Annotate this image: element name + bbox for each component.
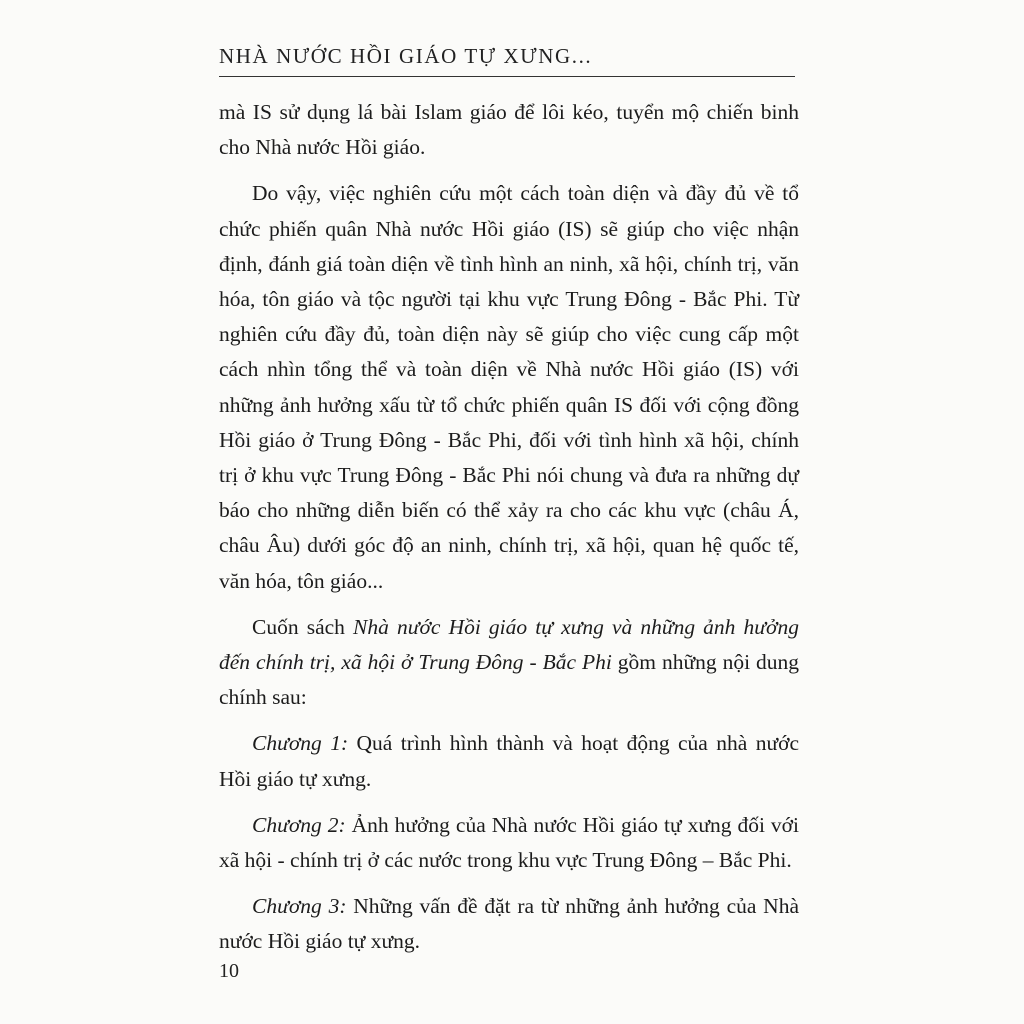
- paragraph-research: Do vậy, việc nghiên cứu một cách toàn diện và đầy đủ về tổ chức phiến quân Nhà nước Hồi giáo (IS) sẽ giúp cho việc nhận định, đánh giá toàn diện về tình hình an ninh, xã hội, chính trị, văn hóa, tôn giáo và tộc người tại khu vực Trung Đông - Bắc Phi. Từ nghiên cứu đầy đủ, toàn diện này sẽ giúp cho việc cung cấp một cách nhìn tổng thể và toàn diện về Nhà nước Hồi giáo (IS) với những ảnh hưởng xấu từ tổ chức phiến quân IS đối với cộng đồng Hồi giáo ở Trung Đông - Bắc Phi, đối với tình hình xã hội, chính trị ở khu vực Trung Đông - Bắc Phi nói chung và đưa ra những dự báo cho những diễn biến có thể xảy ra cho các khu vực (châu Á, châu Âu) dưới góc độ an ninh, chính trị, xã hội, quan hệ quốc tế, văn hóa, tôn giáo...: [219, 181, 799, 593]
- page-number: 10: [219, 960, 239, 982]
- body-text: [219, 95, 799, 971]
- chapter-1-text: Quá trình hình thành và hoạt động của nhà nước Hồi giáo tự xưng.: [219, 731, 800, 791]
- chapter-2: [219, 808, 799, 878]
- chapter-1: [219, 726, 799, 796]
- running-header: NHÀ NƯỚC HỒI GIÁO TỰ XƯNG...: [219, 44, 593, 68]
- chapter-1-label: Chương 1:: [252, 731, 349, 756]
- chapter-2-text: Ảnh hưởng của Nhà nước Hồi giáo tự xưng đối với xã hội - chính trị ở các nước trong khu vực Trung Đông – Bắc Phi.: [219, 812, 800, 873]
- paragraph-continuation: mà IS sử dụng lá bài Islam giáo để lôi kéo, tuyển mộ chiến binh cho Nhà nước Hồi giáo.: [219, 100, 799, 160]
- chapter-3-label: Chương 3:: [252, 894, 347, 919]
- intro-end: gồm những nội dung chính sau:: [219, 650, 799, 710]
- chapter-3-text: Những vấn đề đặt ra từ những ảnh hưởng của Nhà nước Hồi giáo tự xưng.: [219, 894, 800, 954]
- intro-start: Cuốn sách: [252, 614, 354, 639]
- paragraph-book-intro: [219, 610, 799, 716]
- header-rule: [219, 76, 795, 77]
- chapter-2-label: Chương 2:: [252, 812, 346, 837]
- chapter-3: [219, 889, 799, 959]
- book-title: Nhà nước Hồi giáo tự xưng và những ảnh hưởng đến chính trị, xã hội ở Trung Đông - Bắc Phi: [219, 614, 799, 675]
